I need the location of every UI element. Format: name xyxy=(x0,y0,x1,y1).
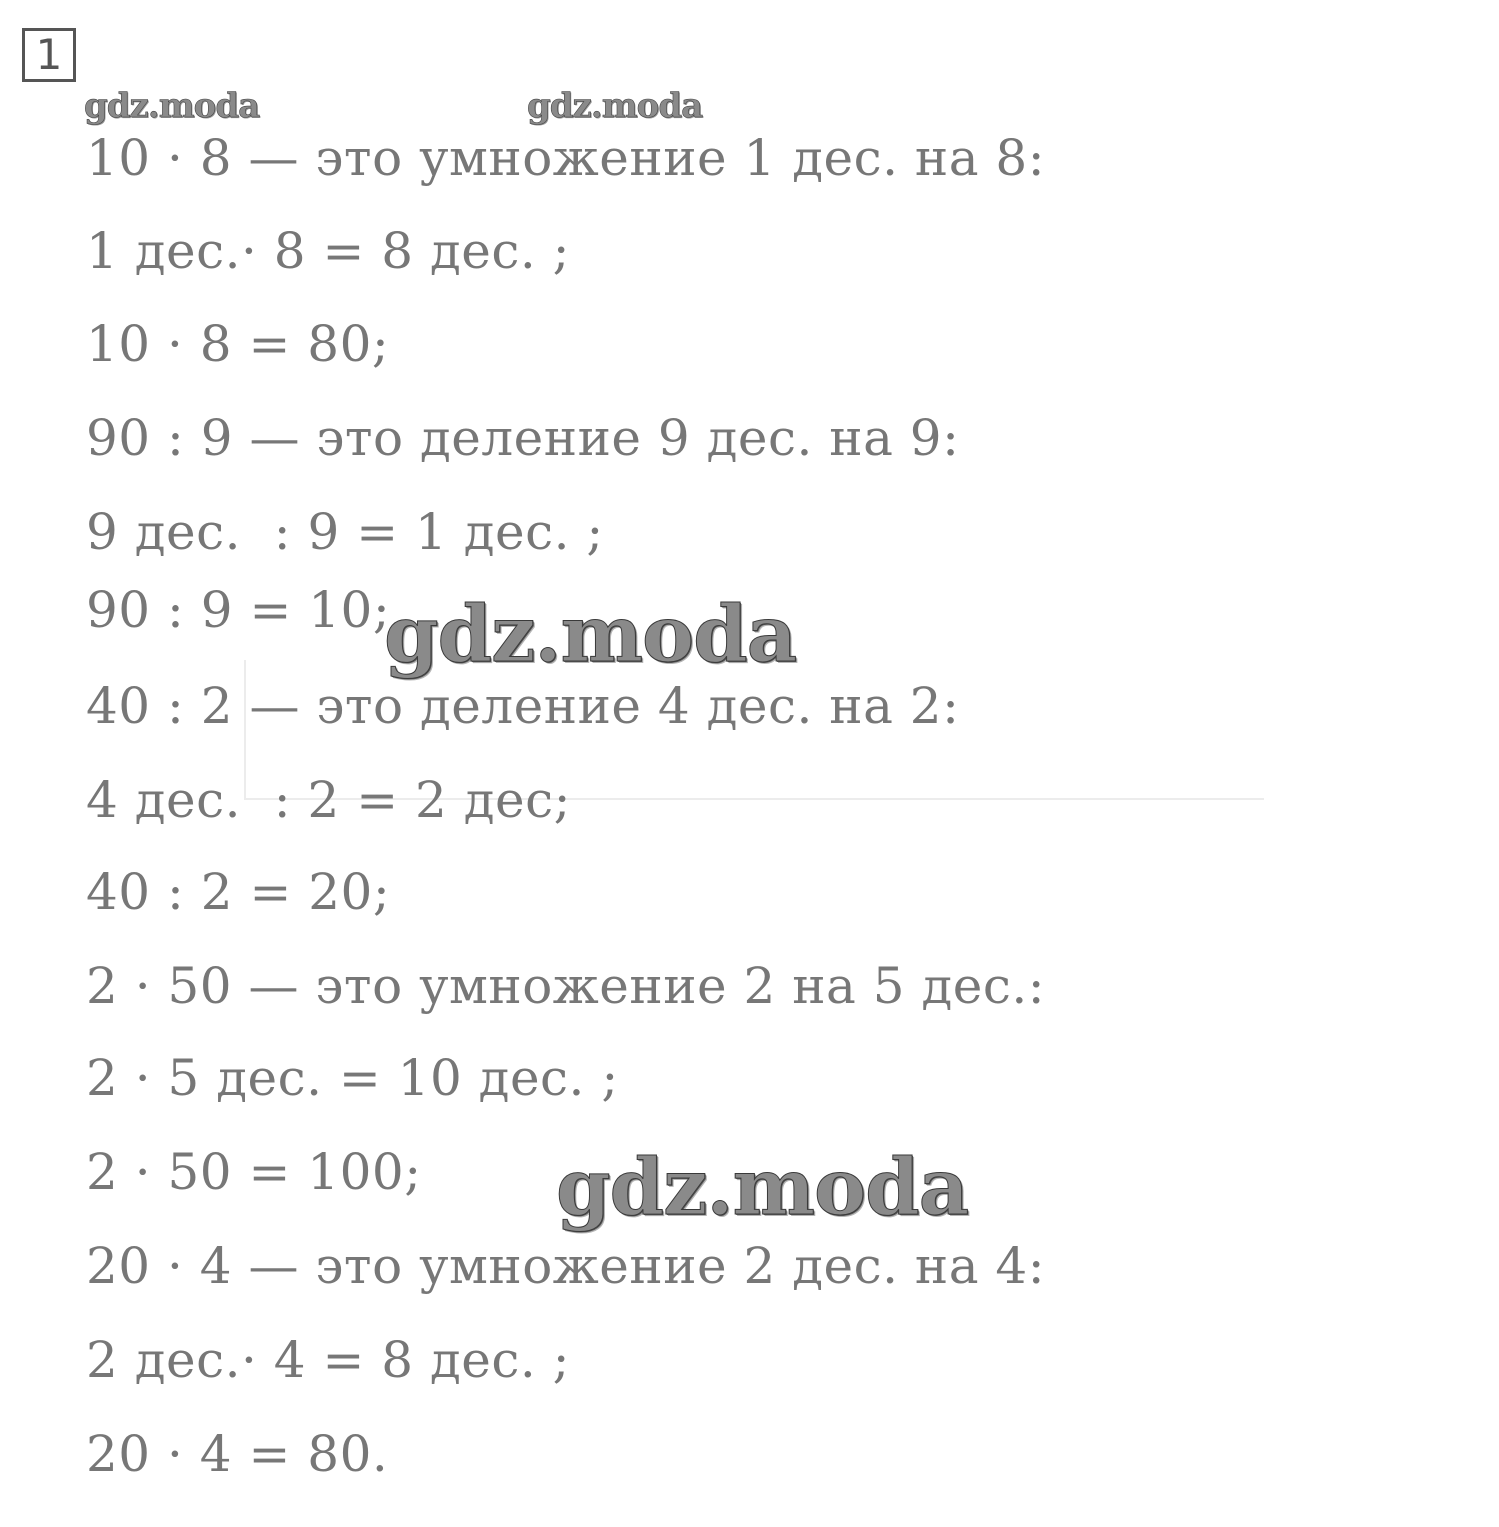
solution-line-1: 10 · 8 — это умножение 1 дес. на 8: xyxy=(86,129,1046,187)
solution-line-14: 2 дес.· 4 = 8 дес. ; xyxy=(86,1331,570,1389)
solution-line-10: 2 · 50 — это умножение 2 на 5 дес.: xyxy=(86,957,1046,1015)
watermark-middle: gdz.moda xyxy=(384,589,797,680)
solution-line-9: 40 : 2 = 20; xyxy=(86,863,391,921)
task-number-badge: 1 xyxy=(22,28,76,82)
solution-line-13: 20 · 4 — это умножение 2 дес. на 4: xyxy=(86,1237,1046,1295)
solution-line-11: 2 · 5 дес. = 10 дес. ; xyxy=(86,1049,619,1107)
solution-line-8: 4 дес. : 2 = 2 дес; xyxy=(86,771,571,829)
solution-line-5: 9 дес. : 9 = 1 дес. ; xyxy=(86,503,604,561)
solution-line-12: 2 · 50 = 100; xyxy=(86,1143,422,1201)
solution-line-7: 40 : 2 — это деление 4 дес. на 2: xyxy=(86,677,960,735)
solution-line-6: 90 : 9 = 10; xyxy=(86,581,391,639)
watermark-top-center: gdz.moda xyxy=(527,86,703,126)
solution-line-3: 10 · 8 = 80; xyxy=(86,315,390,373)
solution-line-4: 90 : 9 — это деление 9 дес. на 9: xyxy=(86,409,960,467)
solution-line-15: 20 · 4 = 80. xyxy=(86,1425,389,1483)
solution-line-2: 1 дес.· 8 = 8 дес. ; xyxy=(86,222,570,280)
watermark-top-left: gdz.moda xyxy=(84,86,260,126)
watermark-bottom: gdz.moda xyxy=(556,1142,969,1233)
